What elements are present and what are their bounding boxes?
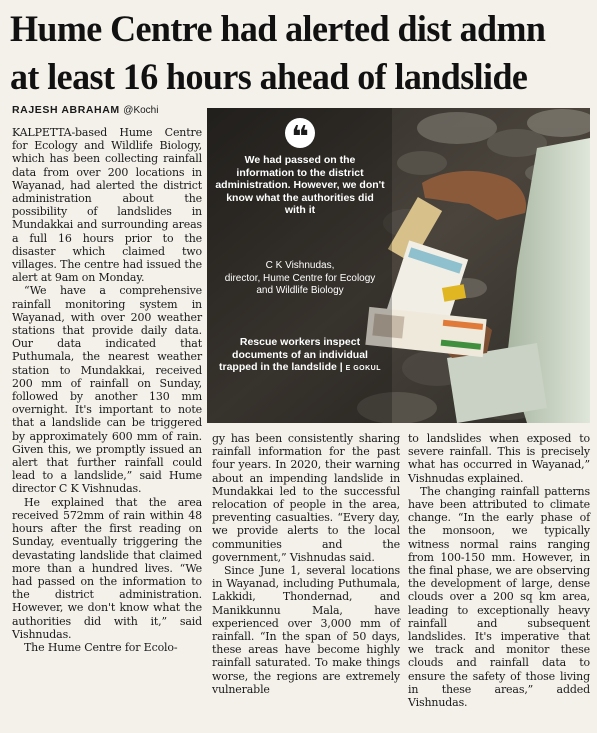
photo-credit: E GOKUL bbox=[345, 365, 381, 372]
news-photo bbox=[207, 108, 590, 423]
paragraph: “We have a comprehensive rainfall monitoring system in Wayanad, with over 200 weather stations that provide daily data. Our data indicated that Puthumala, the nearest weather station to Mundakkai, received 200 mm of rainfall on Sunday, followed by another 130 mm overnight. It's important to note that a landslide can be triggered by approximately 600 mm of rain. Given this, we promptly issued an alert that further rainfall could lead to a landslide,” said Hume director C K Vishnudas. bbox=[12, 284, 202, 496]
paragraph: Since June 1, several locations in Wayanad, including Puthumala, Lakkidi, Thondernad, and Manikkunnu Mala, have experienced over 3,000 mm of rainfall. “In the span of 50 days, these areas have become highly rainfall saturated. To make things worse, the regions are extremely vulnerable bbox=[212, 564, 400, 696]
byline-author: RAJESH ABRAHAM bbox=[12, 104, 120, 116]
article-column-1 bbox=[12, 126, 202, 654]
attribution-title: director, Hume Centre for Ecology and Wildlife Biology bbox=[224, 272, 376, 296]
caption-text: Rescue workers inspect documents of an individual trapped in the landslide | bbox=[218, 336, 368, 373]
byline-location: @Kochi bbox=[123, 105, 159, 116]
paragraph: The changing rainfall patterns have been attributed to climate change. “In the early phase of the monsoon, we typically witness normal rains ranging from 100-150 mm. However, in the final phase, we are observing the development of large, dense clouds over a 200 sq km area, leading to exceptionally heavy rainfall and subsequent landslides. It's imperative that we track and monitor these clouds and rainfall data to ensure the safety of those living in these areas,” added Vishnudas. bbox=[408, 484, 590, 710]
paragraph: The Hume Centre for Ecolo- bbox=[24, 640, 178, 654]
headline: Hume Centre had alerted dist admn at least 16 hours ahead of landslide bbox=[10, 9, 546, 98]
pull-quote: We had passed on the information to the district administration. However, we don't know what the authorities did with it bbox=[215, 154, 385, 216]
paragraph: to landslides when exposed to severe rainfall. This is precisely what has occurred in Wayanad,” Vishnudas explained. bbox=[408, 432, 590, 485]
article-column-2 bbox=[212, 432, 400, 696]
photo-caption bbox=[215, 336, 385, 376]
attribution-name: C K Vishnudas, bbox=[265, 260, 335, 271]
paragraph: KALPETTA-based Hume Centre for Ecology and Wildlife Biology, which has been collecting rainfall data from over 200 locations in Wayanad, had alerted the district administration about the possibility of landslides in Mundakkai and surrounding areas a full 16 hours prior to the disaster which claimed two villages. The centre had issued the alert at 9am on Monday. bbox=[12, 126, 202, 285]
paragraph: gy has been consistently sharing rainfall information for the past four years. In 2020, their warning about an impending landslide in Mundakkai led to the successful relocation of people in the area, preventing casualties. “Every day, we provide alerts to the local communities and the government,” Vishnudas said. bbox=[212, 432, 400, 564]
byline bbox=[12, 104, 158, 116]
article-column-3 bbox=[408, 432, 590, 709]
quote-icon: ❝ bbox=[285, 118, 315, 148]
quote-attribution bbox=[215, 260, 385, 298]
paragraph: He explained that the area received 572mm of rain within 48 hours after the first reading on Sunday, eventually triggering the devastating landslide that claimed more than a hundred lives. “We had passed on the information to the district administration. However, we don't know what the authorities did with it,” said Vishnudas. bbox=[12, 495, 202, 641]
